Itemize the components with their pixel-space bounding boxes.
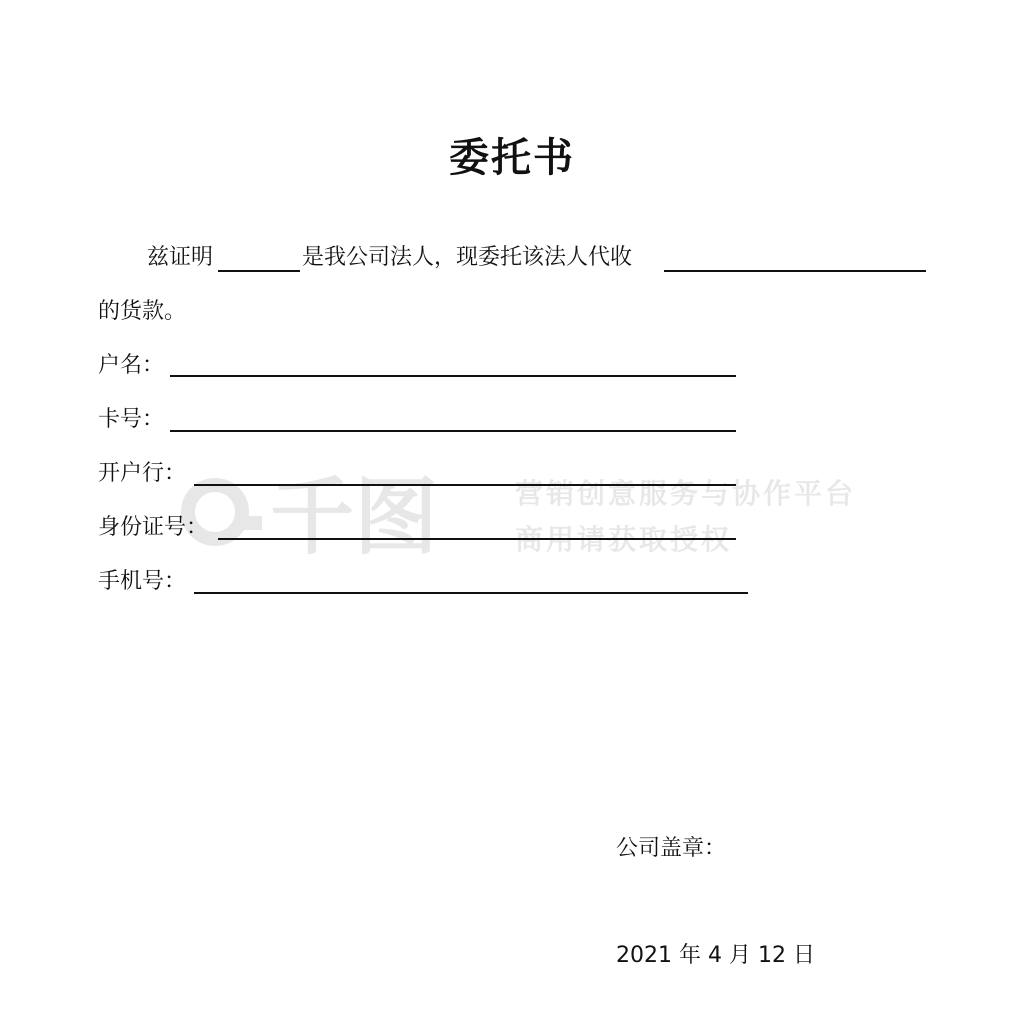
- svg-text:千图: 千图: [270, 468, 439, 562]
- paragraph-statement: 是我公司法人，现委托该法人代收: [302, 245, 633, 270]
- date-day: 12: [758, 943, 787, 968]
- date-year-unit: 年: [679, 943, 702, 968]
- date-day-unit: 日: [793, 943, 816, 968]
- field-label-id-number: 身份证号：: [98, 515, 209, 540]
- date-line: [616, 941, 815, 971]
- watermark-logo-icon: [170, 462, 470, 562]
- blank-payment-for[interactable]: [664, 270, 926, 272]
- seal-label: 公司盖章：: [616, 836, 727, 861]
- field-line-id-number[interactable]: [218, 538, 736, 540]
- field-line-phone[interactable]: [194, 592, 748, 594]
- watermark-line-1: 营销创意服务与协作平台: [515, 477, 857, 510]
- field-label-phone: 手机号：: [98, 569, 187, 594]
- watermark: [170, 462, 870, 562]
- field-label-card-number: 卡号：: [98, 407, 165, 432]
- date-month: 4: [708, 943, 723, 968]
- watermark-brand-mark: [270, 468, 438, 562]
- field-label-account-name: 户名：: [98, 353, 165, 378]
- field-label-bank: 开户行：: [98, 461, 187, 486]
- date-month-unit: 月: [729, 943, 752, 968]
- field-line-card-number[interactable]: [170, 430, 736, 432]
- paragraph-end: 的货款。: [98, 299, 187, 324]
- field-line-bank[interactable]: [194, 484, 736, 486]
- document-title: 委托书: [449, 134, 575, 181]
- field-line-account-name[interactable]: [170, 375, 736, 377]
- paragraph-intro: 兹证明: [147, 245, 214, 270]
- date-year: 2021: [616, 943, 672, 968]
- blank-legal-person[interactable]: [218, 270, 300, 272]
- watermark-line-2: 商用请获取授权: [515, 523, 733, 556]
